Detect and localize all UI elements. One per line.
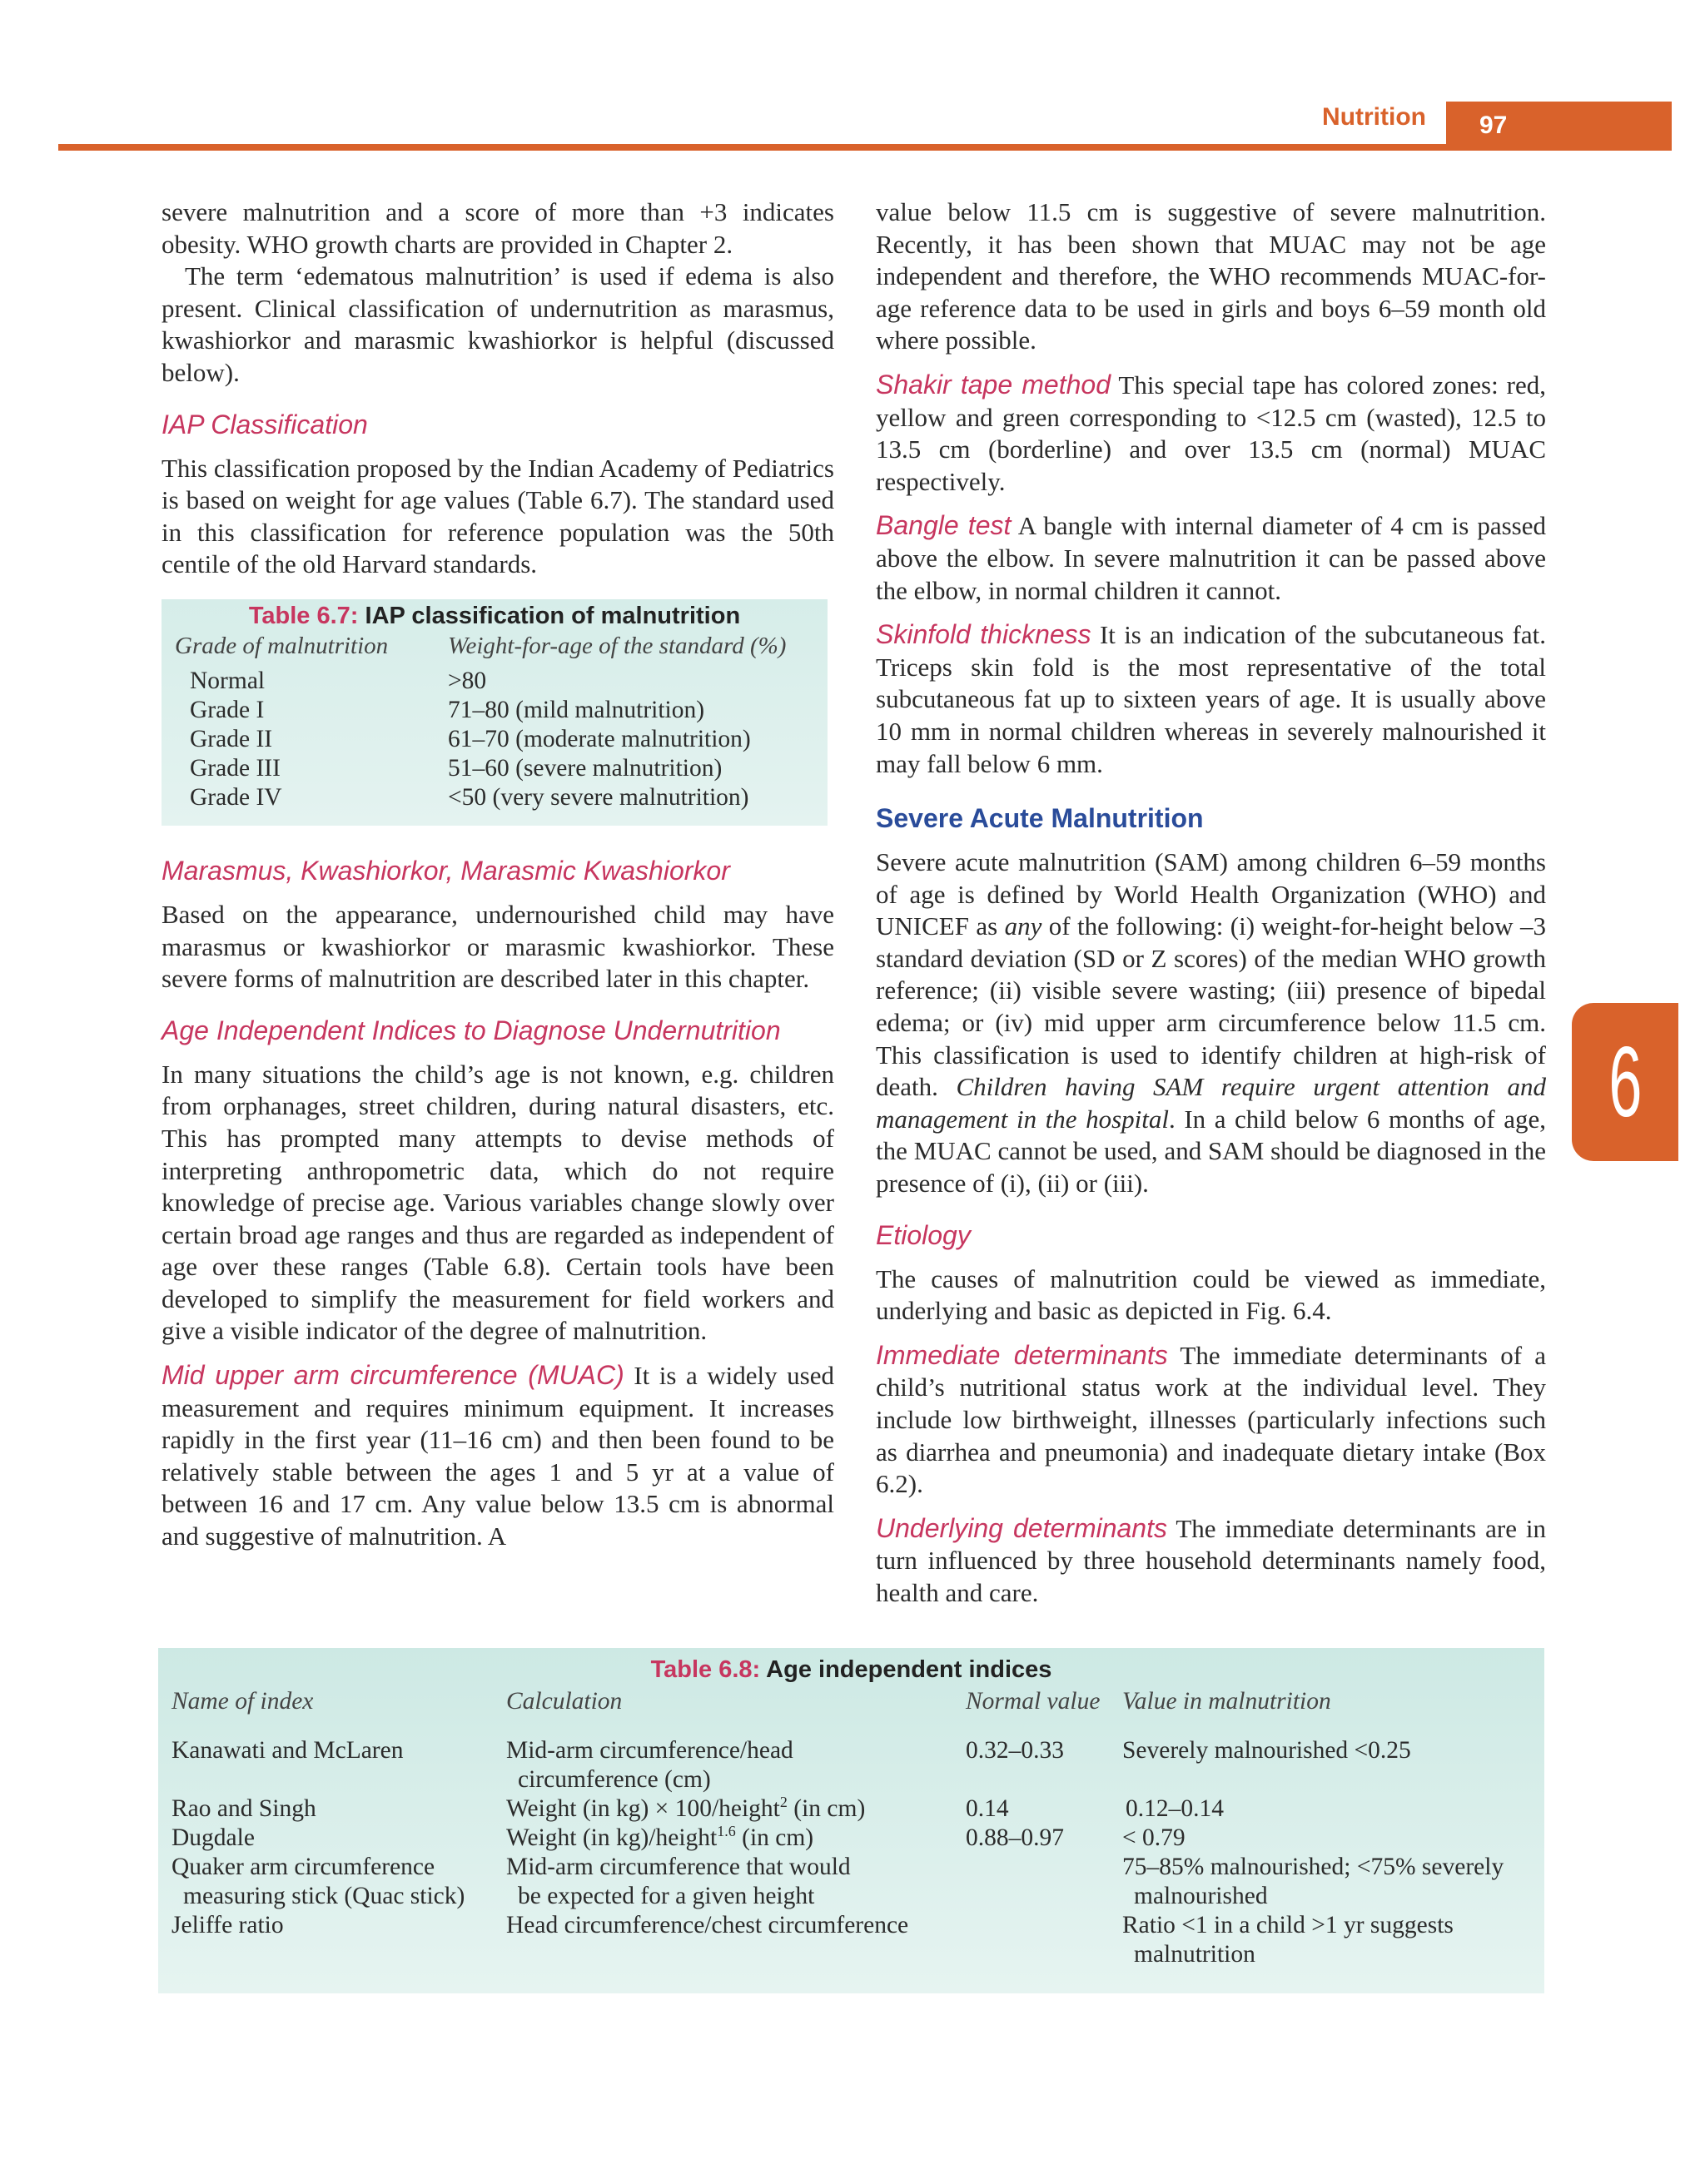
table-6-7-header-grade: Grade of malnutrition (175, 633, 389, 659)
right-column (876, 196, 1546, 1610)
calculation-line: Mid-arm circumference/head (506, 1737, 793, 1764)
left-paragraph-4: Based on the appearance, undernourished child may have marasmus or kwashiorkor or marasmic kwashiorkor. These severe forms of malnutrition are described later in this chapter. (162, 899, 834, 994)
calculation-cell (506, 1794, 865, 1824)
malnutrition-value-cell: Severely malnourished <0.25 (1122, 1737, 1411, 1764)
sam-text-italic: Children having SAM require urgent attention and management in the hospital (876, 1072, 1546, 1134)
value-cell: 61–70 (moderate malnutrition) (448, 726, 751, 752)
sam-text-b: of the following: (i) weight-for-height below –3 standard deviation (SD or Z scores) of the median WHO growth reference; (ii) visible severe wasting; (iii) presence of bipedal edema; or (iv) mid upper arm circumference below 11.5 cm. This classification is used to identify children at high-risk of death. (876, 911, 1547, 1102)
malnutrition-line: Ratio <1 in a child >1 yr suggests (1122, 1912, 1454, 1938)
malnutrition-line: 75–85% malnourished; <75% severely (1122, 1854, 1504, 1880)
table-row (162, 784, 828, 813)
calculation-unit: (in cm) (735, 1824, 814, 1851)
right-paragraph-etiology: The causes of malnutrition could be viewed as immediate, underlying and basic as depicted in Fig. 6.4. (876, 1263, 1546, 1326)
normal-value-cell: 0.32–0.33 (966, 1737, 1064, 1764)
table-row (162, 697, 828, 726)
table-6-8-header-normal: Normal value (966, 1688, 1101, 1715)
grade-cell: Grade IV (190, 784, 282, 811)
left-paragraph-muac (162, 1359, 834, 1553)
table-6-8-caption (158, 1655, 1544, 1685)
value-cell: 51–60 (severe malnutrition) (448, 755, 723, 782)
immediate-text: The immediate determinants of a child’s nutritional status work at the individual level. They include low birthweight, illnesses (particularly infections such as diarrhea and pneumonia) and inadequate dietary intake (Box 6.2). (876, 1340, 1546, 1499)
table-6-7 (162, 599, 828, 826)
sam-text-c: . In a child below 6 months of age, the MUAC cannot be used, and SAM should be diagnosed in the presence of (i), (ii) or (iii). (876, 1104, 1546, 1199)
heading-iap-classification: IAP Classification (162, 409, 368, 439)
grade-cell: Normal (190, 668, 266, 694)
shakir-heading: Shakir tape method (876, 369, 1111, 400)
chapter-tab (1572, 1003, 1678, 1161)
shakir-text: This special tape has colored zones: red, yellow and green corresponding to <12.5 cm (wasted), 12.5 to 13.5 cm (borderline) and over 13.5 cm (normal) MUAC respectively. (876, 370, 1547, 496)
right-paragraph-underlying (876, 1512, 1546, 1610)
grade-cell: Grade I (190, 697, 265, 723)
heading-marasmus: Marasmus, Kwashiorkor, Marasmic Kwashiorkor (162, 855, 730, 886)
calculation-line: be expected for a given height (518, 1883, 815, 1909)
immediate-heading: Immediate determinants (876, 1339, 1168, 1370)
calculation-exponent: 2 (779, 1794, 788, 1811)
underlying-text: The immediate determinants are in turn influenced by three household determinants namely food, health and care. (876, 1513, 1546, 1607)
table-6-7-header-weight: Weight-for-age of the standard (%) (448, 633, 787, 659)
right-paragraph-1: value below 11.5 cm is suggestive of severe malnutrition. Recently, it has been shown that MUAC may not be age independent and therefore, the WHO recommends MUAC-for-age reference data to be used in girls and boys 6–59 month old where possible. (876, 197, 1546, 355)
right-paragraph-immediate (876, 1339, 1546, 1501)
table-6-8-number: Table 6.8: (650, 1656, 761, 1683)
calculation-cell (506, 1736, 793, 1794)
table-6-8-header-malnutrition: Value in malnutrition (1122, 1688, 1331, 1715)
heading-severe-acute-malnutrition: Severe Acute Malnutrition (876, 803, 1204, 834)
underlying-heading: Underlying determinants (876, 1512, 1167, 1543)
right-paragraph-sam (876, 846, 1546, 1200)
index-name-cell: Rao and Singh (171, 1795, 316, 1822)
muac-text: It is a widely used measurement and requires minimum equipment. It increases rapidly in the first year (11–16 cm) and then been found to be relatively stable between the ages 1 and 5 yr at a value of between 16 and 17 cm. Any value below 13.5 cm is abnormal and suggestive of malnutrition. A (162, 1361, 835, 1551)
malnutrition-value-cell (1122, 1853, 1504, 1911)
skinfold-text: It is an indication of the subcutaneous fat. Triceps skin fold is the most representative of the total subcutaneous fat up to sixteen years of age. It is usually above 10 mm in normal children whereas in severely malnourished it may fall below 6 mm. (876, 620, 1546, 778)
table-6-7-number: Table 6.7: (248, 603, 359, 629)
table-row (162, 755, 828, 784)
value-cell: >80 (448, 668, 487, 694)
value-cell: <50 (very severe malnutrition) (448, 784, 749, 811)
left-paragraph-2: The term ‘edematous malnutrition’ is used if edema is also present. Clinical classification of undernutrition as marasmus, kwashiorkor and marasmic kwashiorkor is helpful (discussed below). (162, 261, 834, 387)
skinfold-heading: Skinfold thickness (876, 619, 1091, 650)
malnutrition-value-cell (1122, 1911, 1454, 1969)
table-6-8-header-calculation: Calculation (506, 1688, 623, 1715)
value-cell: 71–80 (mild malnutrition) (448, 697, 705, 723)
sam-text-a: Severe acute malnutrition (SAM) among children 6–59 months of age is defined by World Health Organization (WHO) and UNICEF as (876, 847, 1546, 941)
table-6-8-header-name: Name of index (171, 1688, 314, 1715)
left-paragraph-1: severe malnutrition and a score of more than +3 indicates obesity. WHO growth charts are provided in Chapter 2. (162, 197, 834, 259)
sam-text-any: any (1004, 911, 1042, 941)
calculation-cell: Head circumference/chest circumference (506, 1912, 909, 1938)
calculation-cell (506, 1853, 851, 1911)
malnutrition-value-cell: 0.12–0.14 (1126, 1795, 1224, 1822)
right-paragraph-skinfold (876, 618, 1546, 780)
calculation-line: circumference (cm) (518, 1766, 711, 1793)
header-rule (58, 144, 1672, 151)
table-6-7-caption (162, 601, 828, 631)
right-paragraph-bangle (876, 509, 1546, 607)
malnutrition-value-cell: < 0.79 (1122, 1824, 1186, 1851)
index-name-line: measuring stick (Quac stick) (183, 1883, 465, 1909)
malnutrition-line: malnutrition (1134, 1941, 1255, 1968)
index-name-cell (171, 1853, 465, 1911)
table-row (162, 726, 828, 755)
left-paragraph-3: This classification proposed by the Indian Academy of Pediatrics is based on weight for age values (Table 6.7). The standard used in this classification for reference population was the 50th centile of the old Harvard standards. (162, 453, 834, 579)
running-title: Nutrition (1322, 103, 1426, 131)
table-6-7-title: IAP classification of malnutrition (358, 603, 741, 629)
right-paragraph-shakir (876, 369, 1546, 498)
calculation-text: Weight (in kg)/height (506, 1824, 718, 1851)
table-6-8 (158, 1648, 1544, 1993)
bangle-text: A bangle with internal diameter of 4 cm is passed above the elbow. In severe malnutrition it can be passed above the elbow, in normal children it cannot. (876, 511, 1546, 605)
table-row (162, 668, 828, 697)
normal-value-cell: 0.88–0.97 (966, 1824, 1064, 1851)
index-name-cell: Dugdale (171, 1824, 255, 1851)
grade-cell: Grade III (190, 755, 281, 782)
calculation-unit: (in cm) (787, 1795, 866, 1822)
normal-value-cell: 0.14 (966, 1795, 1009, 1822)
heading-etiology: Etiology (876, 1219, 971, 1250)
muac-heading: Mid upper arm circumference (MUAC) (162, 1360, 624, 1391)
index-name-cell: Jeliffe ratio (171, 1912, 284, 1938)
left-paragraph-5: In many situations the child’s age is not known, e.g. children from orphanages, street children, during natural disasters, etc. This has prompted many attempts to devise methods of interpreting anthropometric data, which do not require knowledge of precise age. Various variables change slowly over certain broad age ranges and thus are regarded as independent of age over these ranges (Table 6.8). Certain tools have been developed to simplify the measurement for field workers and give a visible indicator of the degree of malnutrition. (162, 1059, 834, 1346)
index-name-cell: Kanawati and McLaren (171, 1737, 404, 1764)
chapter-number: 6 (1608, 1026, 1643, 1138)
page-number: 97 (1446, 102, 1672, 148)
calculation-text: Weight (in kg) × 100/height (506, 1795, 780, 1822)
malnutrition-line: malnourished (1134, 1883, 1268, 1909)
left-column (162, 196, 834, 1553)
calculation-cell (506, 1824, 813, 1853)
calculation-exponent: 1.6 (717, 1823, 736, 1840)
heading-age-independent: Age Independent Indices to Diagnose Undernutrition (162, 1015, 781, 1045)
table-6-8-title: Age independent indices (760, 1656, 1052, 1683)
bangle-heading: Bangle test (876, 510, 1012, 541)
calculation-line: Mid-arm circumference that would (506, 1854, 851, 1880)
index-name-line: Quaker arm circumference (171, 1854, 435, 1880)
grade-cell: Grade II (190, 726, 273, 752)
